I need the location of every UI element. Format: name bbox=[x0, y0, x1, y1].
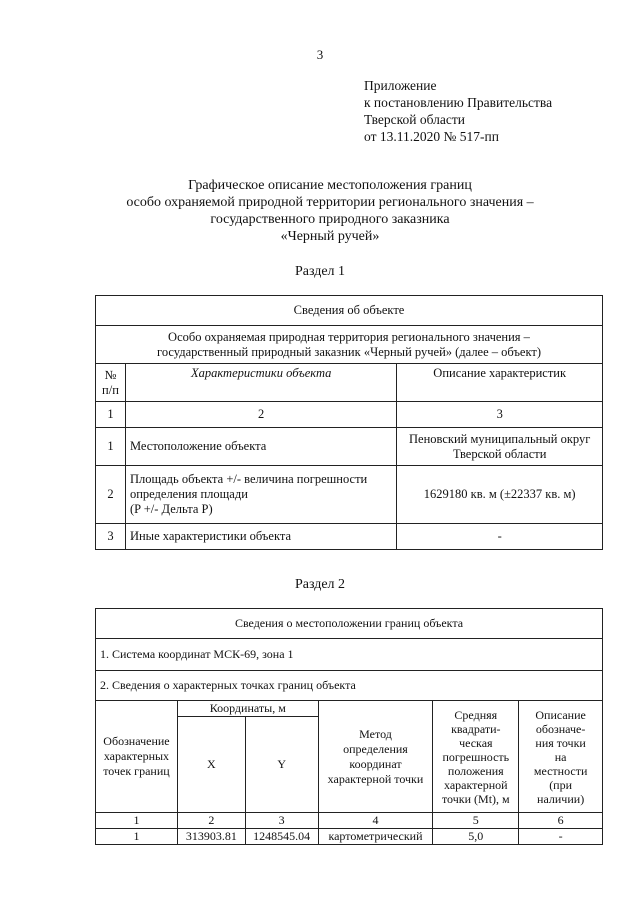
points-caption: 2. Сведения о характерных точках границ объекта bbox=[96, 671, 603, 701]
appendix-line: Тверской области bbox=[364, 112, 465, 127]
appendix-line: к постановлению Правительства bbox=[364, 95, 553, 110]
document-title bbox=[80, 177, 580, 245]
row-desc-line: Тверской области bbox=[452, 446, 547, 461]
page-number: 3 bbox=[316, 47, 324, 62]
col-y: Y bbox=[245, 717, 318, 813]
col-method-line: координат bbox=[349, 756, 402, 771]
row-char: Местоположение объекта bbox=[125, 428, 396, 466]
section2-heading: Раздел 2 bbox=[294, 577, 346, 592]
row-desc: - bbox=[397, 524, 603, 550]
col-err-line: ческая bbox=[459, 735, 493, 750]
col-method-line: Метод bbox=[359, 726, 392, 741]
boundary-table bbox=[95, 608, 603, 845]
col-err-line: положения bbox=[447, 763, 504, 778]
index-cell: 1 bbox=[96, 402, 126, 428]
col-char: Характеристики объекта bbox=[125, 364, 396, 402]
col-desc-line: ния точки bbox=[535, 735, 586, 750]
col-desc-line: (при bbox=[549, 777, 573, 792]
appendix-line: от 13.11.2020 № 517-пп bbox=[364, 129, 499, 144]
col-desc-line: Описание bbox=[535, 707, 586, 722]
col-desc-line: наличии) bbox=[537, 791, 585, 806]
row-desc bbox=[397, 428, 603, 466]
title-line: «Черный ручей» bbox=[280, 229, 380, 244]
cell-y: 1248545.04 bbox=[245, 829, 318, 845]
col-points-line: характерных bbox=[103, 749, 170, 763]
table-row bbox=[96, 524, 603, 550]
table-row bbox=[96, 829, 603, 845]
row-desc: 1629180 кв. м (±22337 кв. м) bbox=[397, 466, 603, 524]
title-line: Графическое описание местоположения границ bbox=[188, 178, 472, 193]
row-desc-line: Пеновский муниципальный округ bbox=[409, 431, 591, 446]
col-desc: Описание характеристик bbox=[397, 364, 603, 402]
col-method bbox=[318, 701, 433, 813]
col-err-line: характерной bbox=[444, 777, 508, 792]
row-char-line: Площадь объекта +/- величина погрешности bbox=[129, 472, 368, 486]
cell-method: картометрический bbox=[318, 829, 433, 845]
index-cell: 2 bbox=[177, 813, 245, 829]
col-desc-line: местности bbox=[533, 763, 588, 778]
index-cell: 4 bbox=[318, 813, 433, 829]
col-method-line: характерной точки bbox=[327, 771, 424, 786]
col-points bbox=[96, 701, 178, 813]
index-cell: 6 bbox=[519, 813, 603, 829]
cell-point: 1 bbox=[96, 829, 178, 845]
cell-x: 313903.81 bbox=[177, 829, 245, 845]
col-points-line: точек границ bbox=[103, 764, 170, 778]
col-method-line: определения bbox=[343, 741, 408, 756]
row-num: 3 bbox=[96, 524, 126, 550]
table-header: Сведения о местоположении границ объекта bbox=[96, 609, 603, 639]
col-desc-line: на bbox=[554, 749, 567, 764]
col-err-line: точки (Mt), м bbox=[441, 791, 510, 806]
col-error bbox=[433, 701, 519, 813]
row-char bbox=[125, 466, 396, 524]
row-char-line: (P +/- Дельта P) bbox=[129, 502, 213, 516]
row-num: 2 bbox=[96, 466, 126, 524]
table-row bbox=[96, 428, 603, 466]
col-x: X bbox=[177, 717, 245, 813]
index-cell: 3 bbox=[245, 813, 318, 829]
index-cell: 3 bbox=[397, 402, 603, 428]
table-header: Сведения об объекте bbox=[96, 296, 603, 326]
appendix-block bbox=[364, 77, 552, 145]
col-desc-line: обозначе- bbox=[535, 721, 586, 736]
title-line: особо охраняемой природной территории регионального значения – bbox=[126, 195, 534, 210]
title-line: государственного природного заказника bbox=[210, 212, 450, 227]
row-num: 1 bbox=[96, 428, 126, 466]
col-num: № п/п bbox=[96, 364, 126, 402]
object-desc-line: Особо охраняемая природная территория регионального значения – bbox=[168, 329, 530, 344]
index-cell: 5 bbox=[433, 813, 519, 829]
appendix-line: Приложение bbox=[364, 78, 437, 93]
col-err-line: квадрати- bbox=[451, 721, 501, 736]
object-info-table bbox=[95, 295, 603, 550]
index-cell: 2 bbox=[125, 402, 396, 428]
cell-error: 5,0 bbox=[433, 829, 519, 845]
table-row bbox=[96, 466, 603, 524]
col-coords: Координаты, м bbox=[177, 701, 318, 717]
cell-point-desc: - bbox=[519, 829, 603, 845]
object-desc-line: государственный природный заказник «Черный ручей» (далее – объект) bbox=[157, 344, 541, 359]
row-char: Иные характеристики объекта bbox=[125, 524, 396, 550]
section1-heading: Раздел 1 bbox=[294, 264, 346, 279]
index-cell: 1 bbox=[96, 813, 178, 829]
col-err-line: погрешность bbox=[442, 749, 510, 764]
col-err-line: Средняя bbox=[454, 707, 498, 722]
row-char-line: определения площади bbox=[129, 487, 248, 501]
col-points-line: Обозначение bbox=[103, 734, 170, 748]
coord-system: 1. Система координат МСК-69, зона 1 bbox=[96, 639, 603, 671]
col-point-desc bbox=[519, 701, 603, 813]
object-description bbox=[96, 326, 603, 364]
